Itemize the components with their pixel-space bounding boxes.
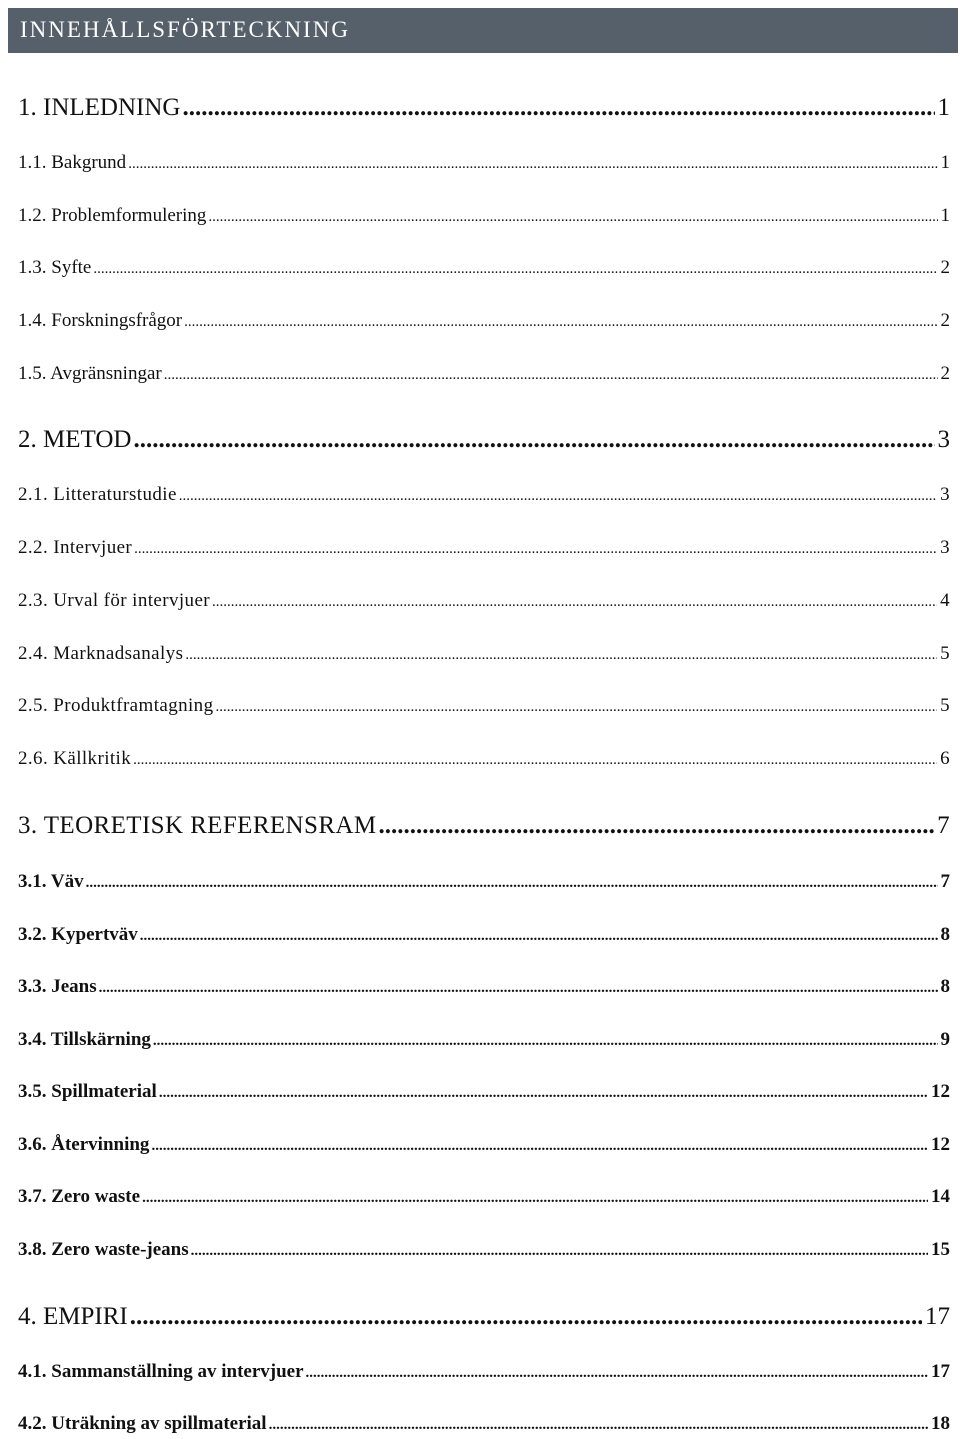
toc-entry-1-5[interactable] — [18, 363, 950, 385]
toc-entry-page: 7 — [940, 871, 950, 892]
toc-entry-page: 14 — [931, 1186, 950, 1207]
toc-entry-2-5[interactable] — [18, 695, 950, 717]
toc-entry-page: 1 — [940, 205, 950, 226]
toc-entry-page: 3 — [937, 426, 950, 453]
toc-entry-1-1[interactable] — [18, 152, 950, 174]
toc-entry-4[interactable] — [18, 1303, 950, 1331]
toc-entry-page: 5 — [940, 695, 950, 716]
toc-entry-page: 2 — [940, 310, 950, 331]
toc-entry-3-5[interactable] — [18, 1081, 950, 1103]
toc-entry-4-1[interactable] — [18, 1361, 950, 1383]
toc-entry-label: 2.6. Källkritik — [18, 748, 132, 769]
toc-heading: INNEHÅLLSFÖRTECKNING — [20, 17, 350, 42]
toc-entry-page: 9 — [940, 1029, 950, 1050]
toc-entry-2[interactable] — [18, 426, 950, 454]
toc-entry-label: 3.5. Spillmaterial — [18, 1081, 157, 1102]
toc-entry-label: 3.3. Jeans — [18, 976, 97, 997]
dot-leader — [378, 812, 934, 840]
dot-leader — [142, 1190, 928, 1207]
toc-entry-label: 3.1. Väv — [18, 871, 84, 892]
toc-entry-label: 1.5. Avgränsningar — [18, 363, 162, 384]
toc-entry-page: 2 — [940, 363, 950, 384]
toc-entry-page: 8 — [940, 924, 950, 945]
toc-entry-label: 2.2. Intervjuer — [18, 537, 133, 558]
dot-leader — [99, 980, 938, 997]
toc-entry-label: 4.2. Uträkning av spillmaterial — [18, 1413, 267, 1434]
dot-leader — [130, 1303, 922, 1331]
toc-entry-label: 3.6. Återvinning — [18, 1134, 150, 1155]
toc-entry-3-4[interactable] — [18, 1029, 950, 1051]
toc-entry-label: 2.5. Produktframtagning — [18, 695, 214, 716]
toc-entry-page: 3 — [940, 537, 950, 558]
toc-entry-page: 1 — [940, 152, 950, 173]
toc-entry-label: 1.2. Problemformulering — [18, 205, 207, 226]
toc-entry-page: 5 — [940, 643, 950, 664]
toc-entry-page: 12 — [931, 1134, 950, 1155]
toc-entry-page: 6 — [940, 748, 950, 769]
toc-entry-page: 4 — [940, 590, 950, 611]
toc-entry-label: 2.1. Litteraturstudie — [18, 484, 177, 505]
toc-entry-label: 2.4. Marknadsanalys — [18, 643, 184, 664]
toc-entry-2-4[interactable] — [18, 643, 950, 665]
toc-entry-3-3[interactable] — [18, 976, 950, 998]
toc-entry-label: 4.1. Sammanställning av intervjuer — [18, 1361, 304, 1382]
toc-entry-page: 15 — [931, 1239, 950, 1260]
toc-entry-label: 1. INLEDNING — [18, 94, 181, 121]
dot-leader — [212, 594, 937, 611]
dot-leader — [185, 647, 937, 664]
toc-entry-page: 1 — [937, 94, 950, 121]
toc-entry-4-2[interactable] — [18, 1413, 950, 1435]
dot-leader — [208, 209, 937, 226]
toc-entry-3[interactable] — [18, 812, 950, 840]
dot-leader — [133, 426, 934, 454]
dot-leader — [133, 752, 937, 769]
toc-entry-3-1[interactable] — [18, 871, 950, 893]
toc-entry-page: 18 — [931, 1413, 950, 1434]
toc-entry-page: 2 — [940, 257, 950, 278]
toc-entry-1-4[interactable] — [18, 310, 950, 332]
toc-entry-1[interactable] — [18, 94, 950, 122]
toc-entry-label: 3.4. Tillskärning — [18, 1029, 151, 1050]
toc-entry-2-3[interactable] — [18, 590, 950, 612]
toc-entry-1-3[interactable] — [18, 257, 950, 279]
dot-leader — [184, 314, 937, 331]
dot-leader — [93, 261, 937, 278]
toc-entry-2-1[interactable] — [18, 484, 950, 506]
dot-leader — [128, 156, 937, 173]
dot-leader — [182, 94, 934, 122]
dot-leader — [140, 928, 938, 945]
toc-entry-page: 7 — [937, 812, 950, 839]
toc-entry-label: 1.3. Syfte — [18, 257, 92, 278]
toc-entry-3-8[interactable] — [18, 1239, 950, 1261]
toc-entry-label: 1.1. Bakgrund — [18, 152, 127, 173]
dot-leader — [164, 367, 938, 384]
toc-entry-label: 3.7. Zero waste — [18, 1186, 141, 1207]
toc-entry-3-2[interactable] — [18, 924, 950, 946]
toc-entry-3-7[interactable] — [18, 1186, 950, 1208]
table-of-contents — [18, 0, 950, 1439]
toc-entry-page: 17 — [925, 1303, 950, 1330]
toc-entry-label: 2. METOD — [18, 426, 132, 453]
dot-leader — [151, 1138, 928, 1155]
toc-entry-label: 3.2. Kypertväv — [18, 924, 138, 945]
toc-entry-page: 3 — [940, 484, 950, 505]
toc-entry-1-2[interactable] — [18, 205, 950, 227]
toc-entry-page: 12 — [931, 1081, 950, 1102]
toc-entry-label: 2.3. Urval för intervjuer — [18, 590, 211, 611]
dot-leader — [134, 541, 937, 558]
toc-entry-label: 3.8. Zero waste-jeans — [18, 1239, 189, 1260]
dot-leader — [191, 1243, 928, 1260]
toc-entry-2-2[interactable] — [18, 537, 950, 559]
toc-entry-label: 3. TEORETISK REFERENSRAM — [18, 812, 377, 839]
dot-leader — [153, 1033, 938, 1050]
dot-leader — [159, 1085, 928, 1102]
toc-entry-page: 17 — [931, 1361, 950, 1382]
toc-entry-2-6[interactable] — [18, 748, 950, 770]
dot-leader — [179, 488, 937, 505]
dot-leader — [215, 699, 937, 716]
toc-entry-label: 1.4. Forskningsfrågor — [18, 310, 183, 331]
toc-entry-3-6[interactable] — [18, 1134, 950, 1156]
dot-leader — [269, 1417, 928, 1434]
toc-entry-label: 4. EMPIRI — [18, 1303, 128, 1330]
toc-entry-page: 8 — [940, 976, 950, 997]
dot-leader — [86, 875, 938, 892]
dot-leader — [306, 1365, 928, 1382]
